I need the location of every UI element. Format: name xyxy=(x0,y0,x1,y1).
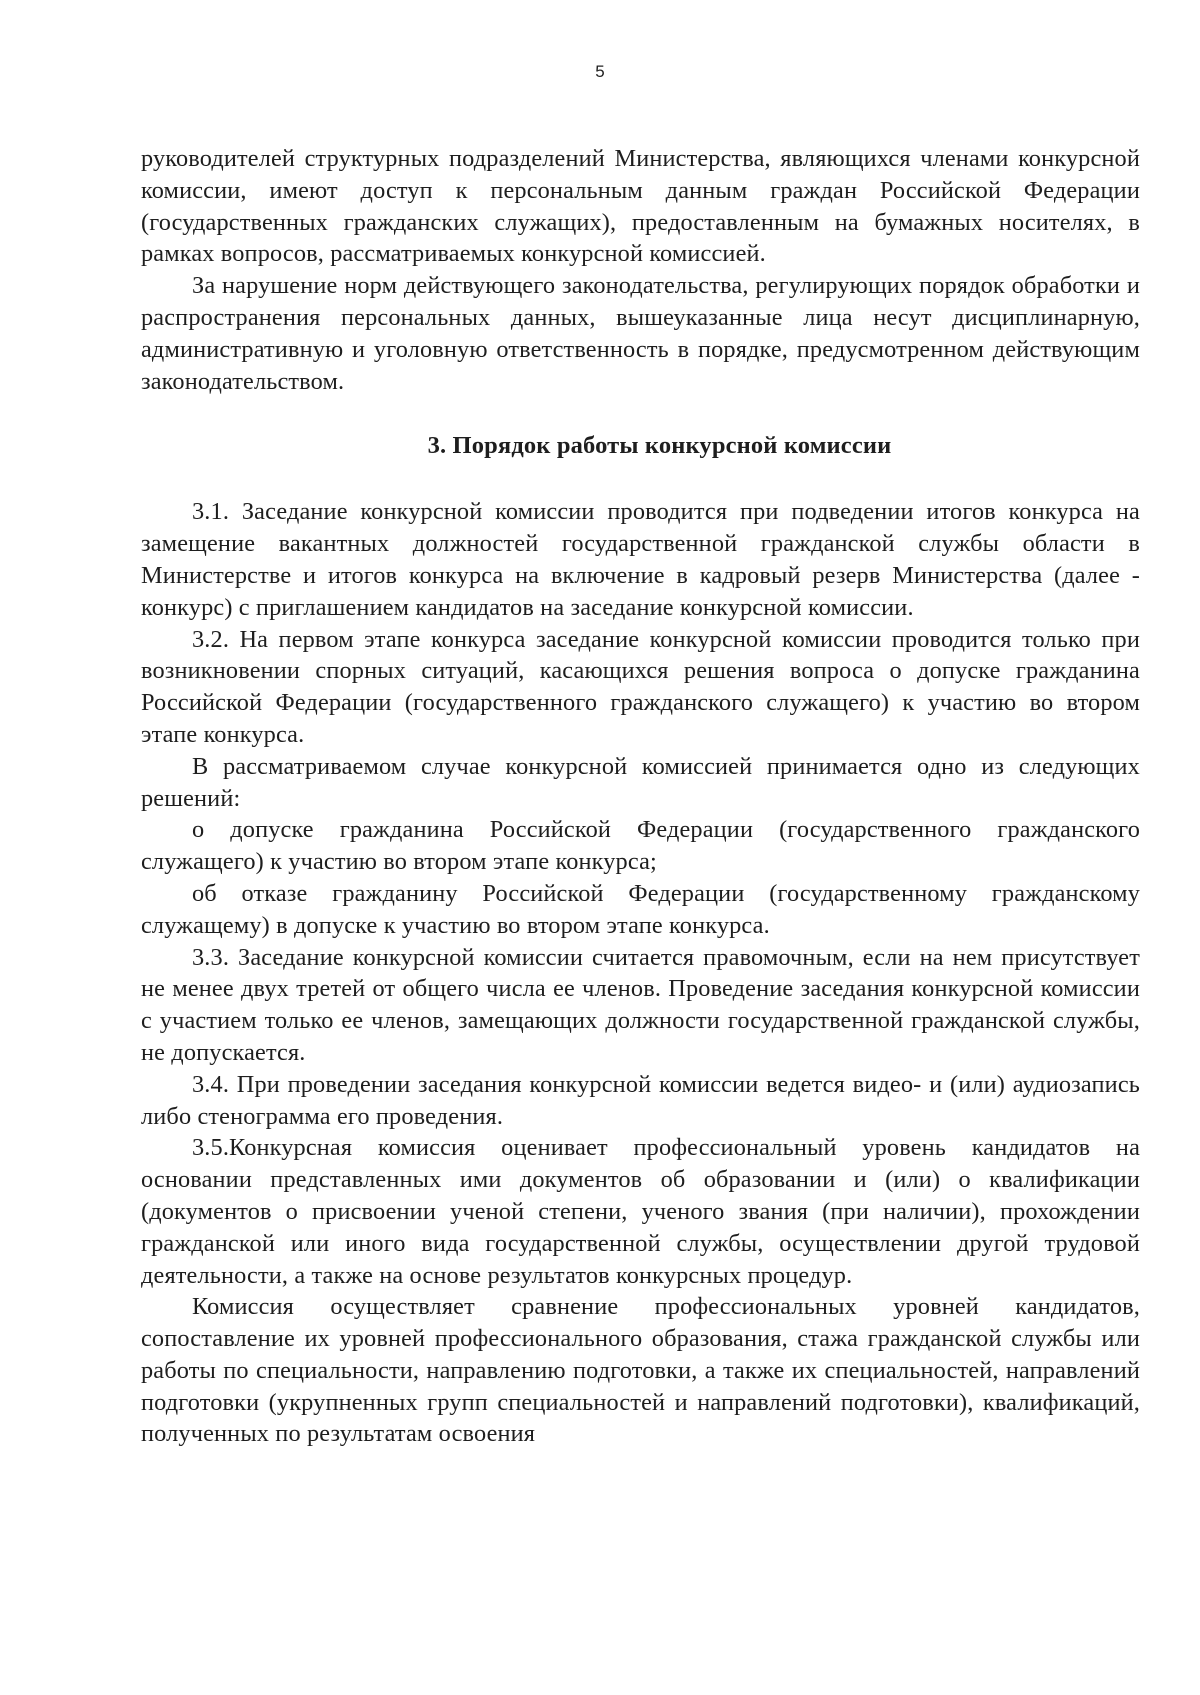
paragraph-3-5: 3.5.Конкурсная комиссия оценивает профессиональный уровень кандидатов на основании представленных ими документов об образовании и (или) о квалификации (документов о присвоении ученой степени, ученого звания (при наличии), прохождении гражданской или иного вида государственной службы, осуществлении другой трудовой деятельности, а также на основе результатов конкурсных процедур. xyxy=(141,1134,1140,1289)
paragraph-decision-refuse: об отказе гражданину Российской Федерации (государственному гражданскому служащему) в допуске к участию во втором этапе конкурса. xyxy=(141,879,1140,939)
paragraph-comparison: Комиссия осуществляет сравнение профессиональных уровней кандидатов, сопоставление их уровней профессионального образования, стажа гражданской службы или работы по специальности, направлению подготовки, а также их специальностей, направлений подготовки (укрупненных групп специальностей и направлений подготовки), квалификаций, полученных по результатам освоения xyxy=(141,1293,1140,1448)
paragraph-continued: руководителей структурных подразделений Министерства, являющихся членами конкурсной комиссии, имеют доступ к персональным данным граждан Российской Федерации (государственных гражданских служащих), предоставленным на бумажных носителях, в рамках вопросов, рассматриваемых конкурсной комиссией. xyxy=(141,145,1140,268)
document-body xyxy=(141,143,1140,1450)
page-number: 5 xyxy=(595,62,605,81)
paragraph-3-1: 3.1. Заседание конкурсной комиссии проводится при подведении итогов конкурса на замещение вакантных должностей государственной гражданской службы области в Министерстве и итогов конкурса на включение в кадровый резерв Министерства (далее - конкурс) с приглашением кандидатов на заседание конкурсной комиссии. xyxy=(141,498,1140,621)
paragraph-liability: За нарушение норм действующего законодательства, регулирующих порядок обработки и распространения персональных данных, вышеуказанные лица несут дисциплинарную, административную и уголовную ответственность в порядке, предусмотренном действующим законодательством. xyxy=(141,272,1140,395)
paragraph-decision-admit: о допуске гражданина Российской Федерации (государственного гражданского служащего) к участию во втором этапе конкурса; xyxy=(141,816,1140,876)
section-heading: 3. Порядок работы конкурсной комиссии xyxy=(427,432,892,460)
paragraph-3-3: 3.3. Заседание конкурсной комиссии считается правомочным, если на нем присутствует не менее двух третей от общего числа ее членов. Проведение заседания конкурсной комиссии с участием только ее членов, замещающих должности государственной гражданской службы, не допускается. xyxy=(141,943,1140,1066)
paragraph-3-2: 3.2. На первом этапе конкурса заседание конкурсной комиссии проводится только при возникновении спорных ситуаций, касающихся решения вопроса о допуске гражданина Российской Федерации (государственного гражданского служащего) к участию во втором этапе конкурса. xyxy=(141,625,1140,748)
paragraph-decisions-intro: В рассматриваемом случае конкурсной комиссией принимается одно из следующих решений: xyxy=(141,752,1140,812)
paragraph-3-4: 3.4. При проведении заседания конкурсной комиссии ведется видео- и (или) аудиозапись либо стенограмма его проведения. xyxy=(141,1070,1140,1130)
